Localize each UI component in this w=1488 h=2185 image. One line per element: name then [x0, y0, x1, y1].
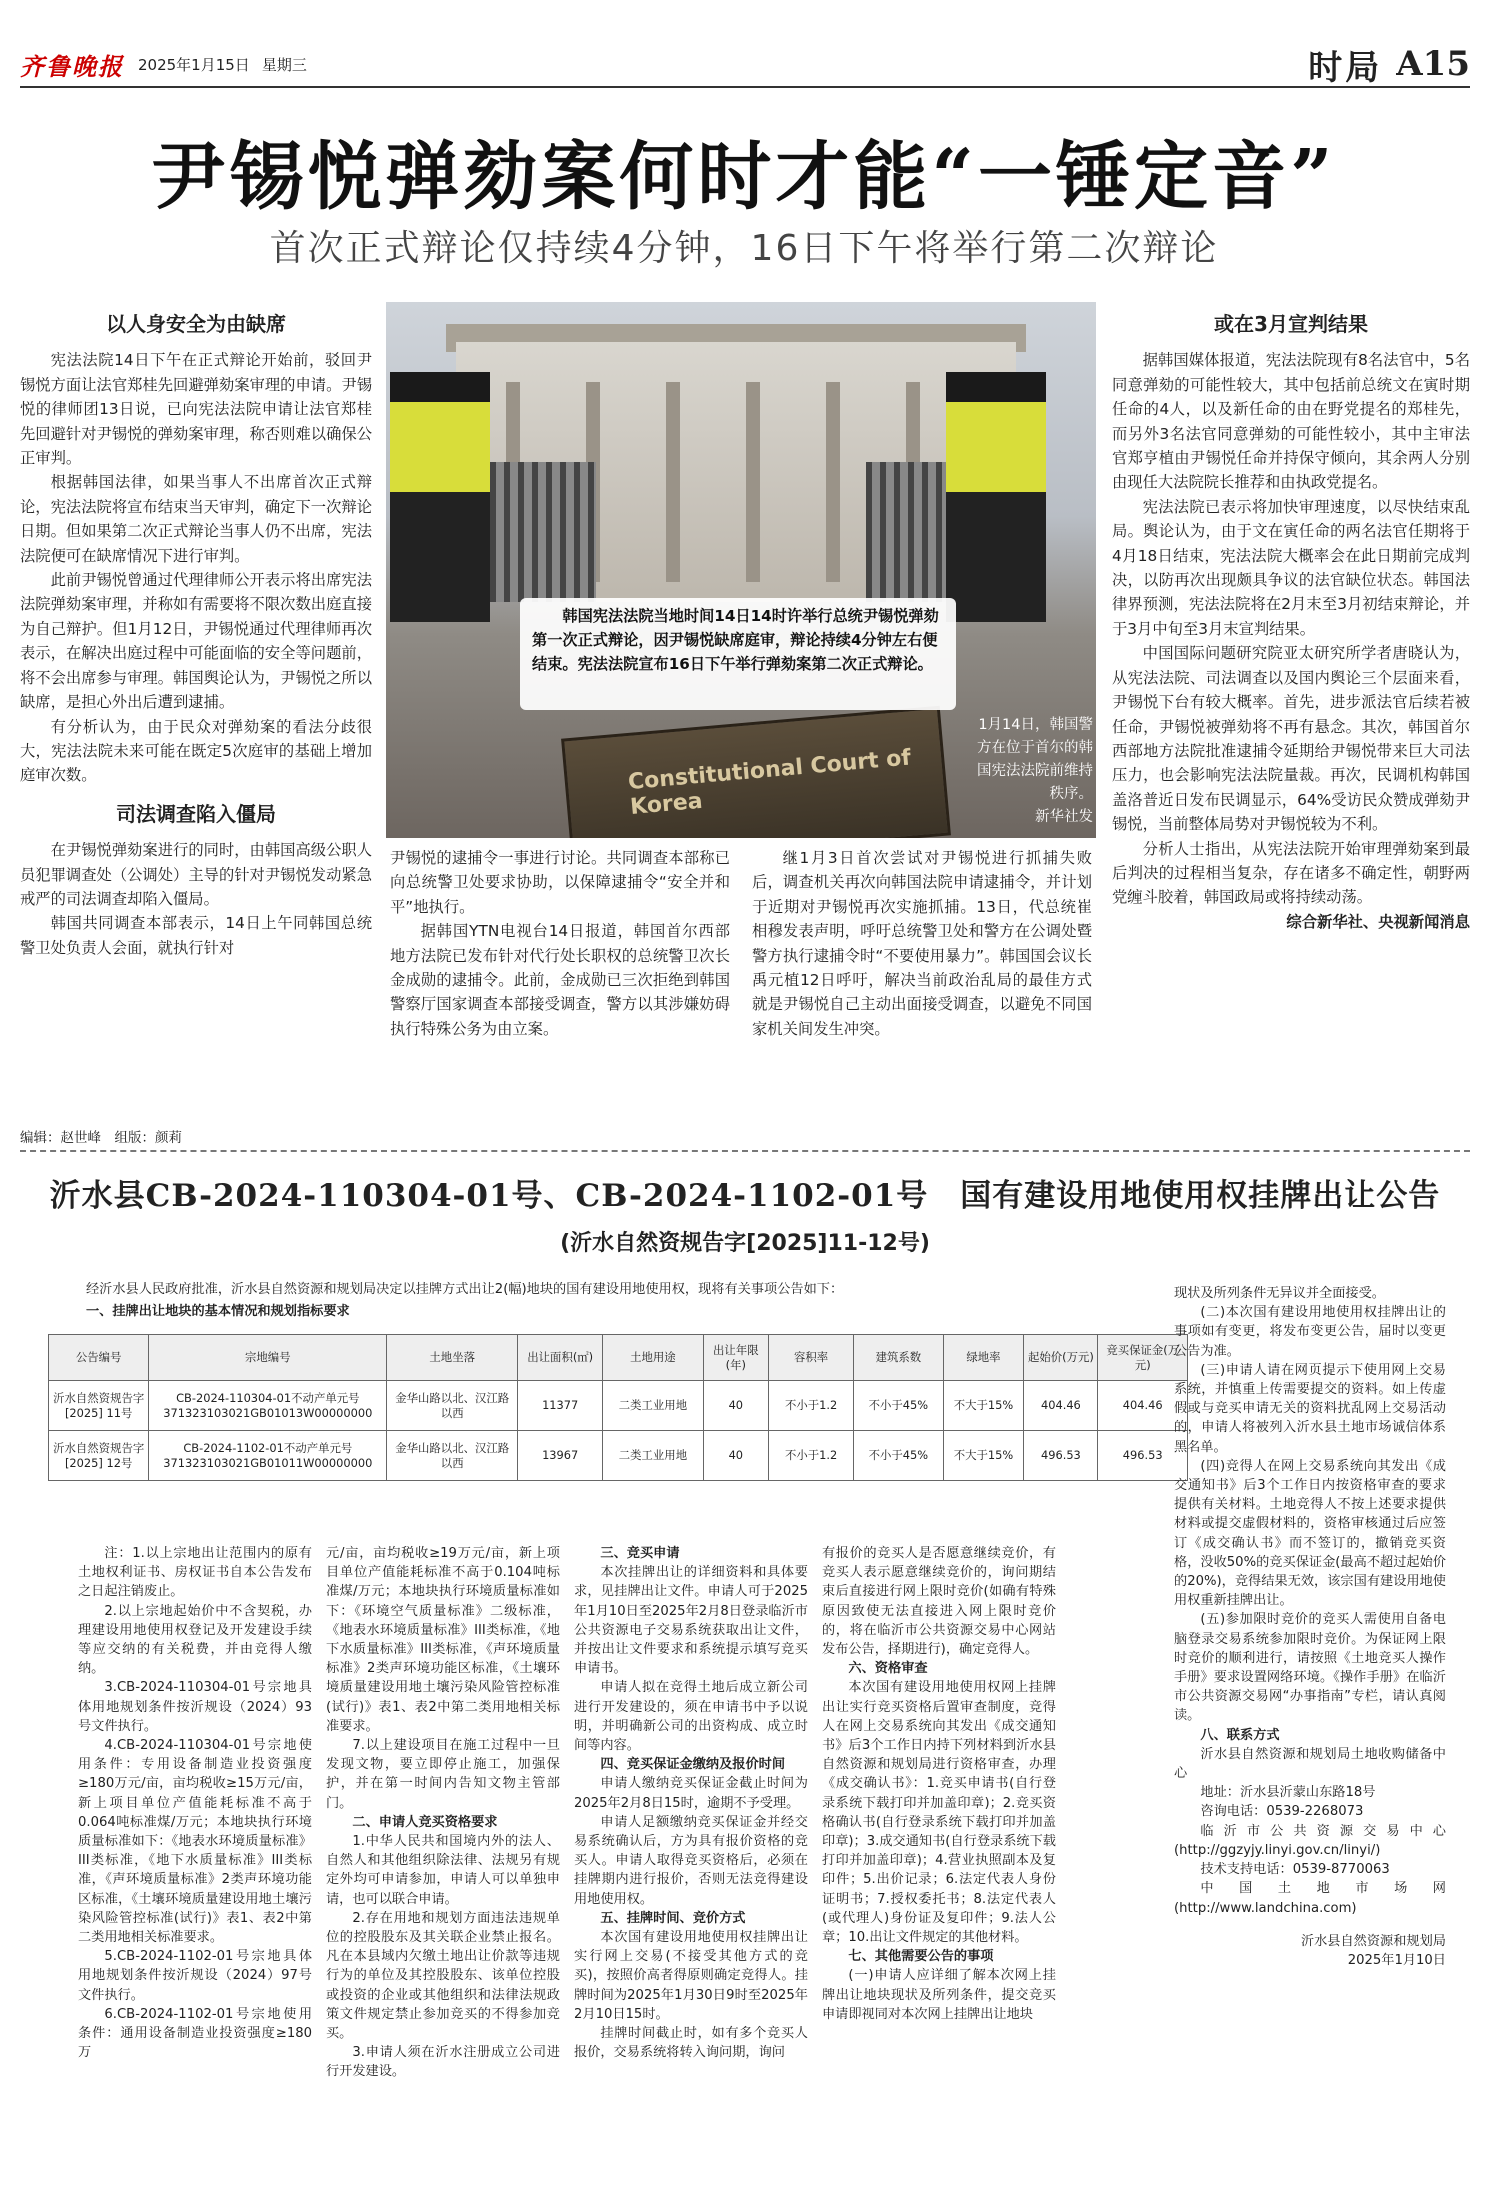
- notice-paragraph: 申请人拟在竞得土地后成立新公司进行开发建设的，须在申请书中予以说明，并明确新公司的出资构成、成立时间等内容。: [574, 1680, 808, 1754]
- notice-signature: 沂水县自然资源和规划局: [1300, 1933, 1446, 1949]
- paragraph: 宪法法院已表示将加快审理速度，以尽快结束乱局。舆论认为，由于文在寅任命的两名法官任期将于4月18日结束，宪法法院大概率会在此日期前完成判决，以防再次出现颇具争议的法官缺位状态。韩国法律界预测，宪法法院将在2月末至3月初结束辩论，并于3月中旬至3月末宣判结果。: [1112, 497, 1470, 638]
- table-cell: 金华山路以北、汉江路以西: [387, 1431, 518, 1481]
- photo-pillar: [746, 382, 760, 582]
- article-column-3: [752, 846, 1092, 1116]
- notice-intro: 经沂水县人民政府批准，沂水县自然资源和规划局决定以挂牌方式出让2(幅)地块的国有建设用地使用权，现将有关事项公告如下：: [86, 1282, 844, 1297]
- table-cell: 不大于15%: [943, 1431, 1024, 1481]
- photo-caption-text: 1月14日，韩国警方在位于首尔的韩国宪法法院前维持秩序。: [977, 717, 1093, 802]
- notice-paragraph: 申请人足额缴纳竞买保证金并经交易系统确认后，方为具有报价资格的竞买人。申请人取得竞买资格后，必须在挂牌期内进行报价，否则无法竞得建设用地使用权。: [574, 1814, 808, 1907]
- table-cell: 不小于1.2: [769, 1431, 854, 1481]
- table-cell: 不小于45%: [854, 1381, 943, 1431]
- photo-caption-side: [965, 714, 1093, 829]
- notice-subheading: 五、挂牌时间、竞价方式: [600, 1910, 746, 1926]
- contact-line: 中国土地市场网(http://www.landchina.com): [1174, 1881, 1446, 1916]
- notice-column-3: [574, 1544, 808, 2172]
- article-subheadline: 首次正式辩论仅持续4分钟，16日下午将举行第二次辩论: [269, 228, 1219, 269]
- paragraph: 在尹锡悦弹劾案进行的同时，由韩国高级公职人员犯罪调查处（公调处）主导的针对尹锡悦发动紧急戒严的司法调查却陷入僵局。: [20, 841, 372, 908]
- notice-paragraph: 有报价的竞买人是否愿意继续竞价，有竞买人表示愿意继续竞价的，询问期结束后直接进行网上限时竞价(如确有特殊原因致使无法直接进入网上限时竞价的，将在临沂市公共资源交易中心网站发布公告，择期进行)，确定竞得人。: [822, 1546, 1056, 1658]
- notice-paragraph: (三)申请人请在网页提示下使用网上交易系统，并慎重上传需要提交的资料。如上传虚假或与竞买申请无关的资料扰乱网上交易活动的，申请人将被列入沂水县土地市场诚信体系黑名单。: [1174, 1362, 1446, 1455]
- notice-column-4: [822, 1544, 1056, 2172]
- contact-line: 技术支持电话：0539-8770063: [1200, 1862, 1390, 1878]
- notice-paragraph: 2.存在用地和规划方面违法违规单位的控股股东及其关联企业禁止报名。凡在本县域内欠缴土地出让价款等违规行为的单位及其控股股东、该单位控股或投资的企业或其他组织和法律法规政策文件规定禁止参加竞买的不得参加竞买。: [326, 1910, 560, 2042]
- section-name: 时局: [1308, 47, 1383, 88]
- contact-line: 地址：沂水县沂蒙山东路18号: [1200, 1785, 1376, 1801]
- table-row: [49, 1381, 1188, 1431]
- photo-caption-main: 韩国宪法法院当地时间14日14时许举行总统尹锡悦弹劾第一次正式辩论，因尹锡悦缺席庭审，辩论持续4分钟左右便结束。宪法法院宣布16日下午举行弹劾案第二次正式辩论。: [520, 598, 956, 710]
- table-header: 容积率: [769, 1335, 854, 1381]
- table-header: 绿地率: [943, 1335, 1024, 1381]
- paragraph: 分析人士指出，从宪法法院开始审理弹劾案到最后判决的过程相当复杂，存在诸多不确定性，朝野两党缠斗胶着，韩国政局或将持续动荡。: [1112, 839, 1470, 907]
- notice-paragraph: (五)参加限时竞价的竞买人需使用自备电脑登录交易系统参加限时竞价。为保证网上限时竞价的顺利进行，请按照《土地竞买人操作手册》要求设置网络环境。《操作手册》在临沂市公共资源交易网“办事指南”专栏，请认真阅读。: [1174, 1612, 1446, 1724]
- notice-column-2: [326, 1544, 560, 2172]
- paragraph: 据韩国YTN电视台14日报道，韩国首尔西部地方法院已发布针对代行处长职权的总统警卫次长金成勋的逮捕令。此前，金成勋已三次拒绝到韩国警察厅国家调查本部接受调查，警方以其涉嫌妨碍执行特殊公务为由立案。: [390, 922, 730, 1038]
- article-column-2: [390, 846, 730, 1116]
- notice-paragraph: 本次挂牌出让的详细资料和具体要求，见挂牌出让文件。申请人可于2025年1月10日至2025年2月8日登录临沂市公共资源电子交易系统获取出让文件，并按出让文件要求和系统提示填写竞买申请书。: [574, 1565, 808, 1677]
- table-cell: 11377: [518, 1381, 603, 1431]
- notice-subheading: 八、联系方式: [1200, 1727, 1280, 1743]
- notice-column-1: [78, 1544, 312, 2172]
- notice-paragraph: 挂牌时间截止时，如有多个竞买人报价，交易系统将转入询问期，询问: [574, 2026, 808, 2061]
- table-header: 宗地编号: [149, 1335, 387, 1381]
- paragraph: 韩国共同调查本部表示，14日上午同韩国总统警卫处负责人会面，就执行针对: [20, 914, 372, 957]
- notice-doc-number: (沂水自然资规告字[2025]11-12号): [560, 1231, 930, 1256]
- table-header: 土地坐落: [387, 1335, 518, 1381]
- table-cell: 不小于1.2: [769, 1381, 854, 1431]
- notice-paragraph: 6.CB-2024-1102-01号宗地使用条件：通用设备制造业投资强度≥180万: [78, 2006, 312, 2061]
- table-cell: 496.53: [1024, 1431, 1098, 1481]
- notice-paragraph: 7.以上建设项目在施工过程中一旦发现文物，要立即停止施工，加强保护，并在第一时间内告知文物主管部门。: [326, 1738, 560, 1811]
- table-cell: 不大于15%: [943, 1381, 1024, 1431]
- section-heading: 司法调查陷入僵局: [116, 801, 276, 826]
- issue-weekday: 星期三: [261, 55, 307, 74]
- land-notice: [20, 1160, 1470, 2180]
- article-column-4: [1112, 306, 1470, 1116]
- notice-column-5: [1174, 1284, 1446, 2172]
- notice-paragraph: 元/亩，亩均税收≥19万元/亩，新上项目单位产值能耗标准不高于0.104吨标准煤/万元；本地块执行环境质量标准如下：《环境空气质量标准》二级标准，《地表水环境质量标准》III类标准，《地下水质量标准》III类标准，《声环境质量标准》2类声环境功能区标准，《土壤环境质量建设用地土壤污染风险管控标准(试行)》表1、表2中第二类用地相关标准要求。: [326, 1546, 560, 1734]
- contact-line: 咨询电话：0539-2268073: [1200, 1804, 1364, 1820]
- notice-paragraph: 申请人缴纳竞买保证金截止时间为2025年2月8日15时，逾期不予受理。: [574, 1776, 808, 1811]
- paragraph: 宪法法院14日下午在正式辩论开始前，驳回尹锡悦方面让法官郑桂先回避弹劾案审理的申请。尹锡悦的律师团13日说，已向宪法法院申请让法官郑桂先回避针对尹锡悦的弹劾案审理，称否则难以确保公正审判。: [20, 351, 372, 468]
- notice-paragraph: 2.以上宗地起始价中不含契税，办理建设用地使用权登记及开发建设手续等应交纳的有关税费，并由竞得人缴纳。: [78, 1603, 312, 1677]
- photo-barricade: [476, 462, 596, 602]
- section-divider: [20, 1150, 1470, 1152]
- notice-paragraph: 现状及所列条件无异议并全面接受。: [1174, 1286, 1385, 1301]
- table-cell: 二类工业用地: [603, 1381, 703, 1431]
- notice-paragraph: (四)竞得人在网上交易系统向其发出《成交通知书》后3个工作日内按资格审查的要求提供有关材料。土地竞得人不按上述要求提供材料或提交虚假材料的，资格审核通过后应签订《成交确认书》而不签订的，撤销竞买资格，没收50%的竞买保证金(最高不超过起始价的20%)，竞得结果无效，该宗国有建设用地使用权重新挂牌出让。: [1174, 1458, 1446, 1609]
- table-header: 出让年限(年): [703, 1335, 768, 1381]
- land-parcel-table: [48, 1334, 1188, 1481]
- paragraph: 尹锡悦的逮捕令一事进行讨论。共同调查本部称已向总统警卫处要求协助，以保障逮捕令“安全并和平”地执行。: [390, 849, 730, 916]
- notice-paragraph: 1.中华人民共和国境内外的法人、自然人和其他组织除法律、法规另有规定外均可申请参加，申请人可以单独申请，也可以联合申请。: [326, 1834, 560, 1907]
- masthead: [20, 42, 1470, 88]
- photo-pillar: [666, 382, 680, 582]
- notice-title: 沂水县CB-2024-110304-01号、CB-2024-1102-01号 国有建设用地使用权挂牌出让公告: [49, 1178, 1441, 1214]
- table-cell: 496.53: [1098, 1431, 1188, 1481]
- table-header: 公告编号: [49, 1335, 149, 1381]
- photo-court-plaque: [561, 706, 951, 838]
- table-cell: 不小于45%: [854, 1431, 943, 1481]
- newspaper-logo: 齐鲁晚报: [20, 51, 124, 81]
- table-header-row: [49, 1335, 1188, 1381]
- table-cell: 沂水自然资规告字[2025] 12号: [49, 1431, 149, 1481]
- contact-line: 临沂市公共资源交易中心(http://ggzyjy.linyi.gov.cn/linyi/): [1174, 1823, 1446, 1858]
- notice-paragraph: 注：1.以上宗地出让范围内的原有土地权利证书、房权证书自本公告发布之日起注销废止。: [78, 1546, 312, 1600]
- notice-subheading: 六、资格审查: [848, 1661, 928, 1677]
- paragraph: 根据韩国法律，如果当事人不出席首次正式辩论，宪法法院将宣布结束当天审判，确定下一次辩论日期。但如果第二次正式辩论当事人仍不出席，宪法法院便可在缺席情况下进行审判。: [20, 473, 372, 565]
- table-cell: 40: [703, 1431, 768, 1481]
- issue-date: 2025年1月15日: [138, 55, 250, 74]
- table-cell: 404.46: [1098, 1381, 1188, 1431]
- notice-paragraph: 5.CB-2024-1102-01号宗地具体用地规划条件按沂规设（2024）97号文件执行。: [78, 1949, 312, 2003]
- table-cell: CB-2024-110304-01不动产单元号371323103021GB01013W00000000: [149, 1381, 387, 1431]
- notice-subheading: 四、竞买保证金缴纳及报价时间: [600, 1757, 786, 1773]
- table-header: 起始价(万元): [1024, 1335, 1098, 1381]
- section-heading: 以人身安全为由缺席: [106, 312, 286, 336]
- table-cell: CB-2024-1102-01不动产单元号371323103021GB01011W00000000: [149, 1431, 387, 1481]
- photo-pillar: [826, 382, 840, 582]
- contact-line: 沂水县自然资源和规划局土地收购储备中心: [1174, 1746, 1446, 1782]
- paragraph: 继1月3日首次尝试对尹锡悦进行抓捕失败后，调查机关再次向韩国法院申请逮捕令，并计划于近期对尹锡悦再次实施抓捕。13日，代总统崔相穆发表声明，呼吁总统警卫处和警方在公调处暨警方执行逮捕令时“不要使用暴力”。韩国国会议长禹元植12日呼吁，解决当前政治乱局的最佳方式就是尹锡悦自己主动出面接受调查，以避免不同国家机关间发生冲突。: [752, 849, 1092, 1038]
- table-header: 土地用途: [603, 1335, 703, 1381]
- article-source: 综合新华社、央视新闻消息: [1286, 912, 1470, 931]
- notice-paragraph: (一)申请人应详细了解本次网上挂牌出让地块现状及所列条件，提交竞买申请即视同对本次网上挂牌出让地块: [822, 1968, 1056, 2022]
- table-header: 建筑系数: [854, 1335, 943, 1381]
- paragraph: 据韩国媒体报道，宪法法院现有8名法官中，5名同意弹劾的可能性较大，其中包括前总统文在寅时期任命的4人，以及新任命的由在野党提名的郑桂先，而另外3名法官同意弹劾的可能性较小，其中主审法官郑亨植由尹锡悦任命并持保守倾向，其余两人分别由现任大法院院长推荐和由执政党提名。: [1112, 351, 1470, 492]
- photo-credit: 新华社发: [1035, 809, 1093, 825]
- photo-police-officer: [390, 372, 490, 622]
- table-header: 竞买保证金(万元): [1098, 1335, 1188, 1381]
- table-cell: 13967: [518, 1431, 603, 1481]
- table-header: 出让面积(㎡): [518, 1335, 603, 1381]
- editor-credit: 编辑：赵世峰 组版：颜莉: [20, 1130, 182, 1146]
- paragraph: 有分析认为，由于民众对弹劾案的看法分歧很大，宪法法院未来可能在既定5次庭审的基础上增加庭审次数。: [20, 717, 372, 785]
- notice-paragraph: 4.CB-2024-110304-01号宗地使用条件：专用设备制造业投资强度≥180万元/亩，亩均税收≥15万元/亩，新上项目单位产值能耗标准不高于0.064吨标准煤/万元；本地块执行环境质量标准如下：《地表水环境质量标准》III类标准，《地下水质量标准》III类标准，《声环境质量标准》2类声环境功能区标准，《土壤环境质量建设用地土壤污染风险管控标准(试行)》表1、表2中第二类用地相关标准要求。: [78, 1738, 312, 1946]
- table-cell: 404.46: [1024, 1381, 1098, 1431]
- table-cell: 二类工业用地: [603, 1431, 703, 1481]
- notice-paragraph: 本次国有建设用地使用权网上挂牌出让实行竞买资格后置审查制度，竞得人在网上交易系统向其发出《成交通知书》后3个工作日内持下列材料到沂水县自然资源和规划局进行资格审查，办理《成交确认书》：1.竞买申请书(自行登录系统下载打印并加盖印章)；2.竞买资格确认书(自行登录系统下载打印并加盖印章)；3.成交通知书(自行登录系统下载打印并加盖印章)；4.营业执照副本及复印件；5.出价记录；6.法定代表人身份证明书；7.授权委托书；8.法定代表人(或代理人)身份证及复印件；9.法人公章；10.出让文件规定的其他材料。: [822, 1680, 1056, 1946]
- notice-section-heading: 一、挂牌出让地块的基本情况和规划指标要求: [86, 1304, 350, 1319]
- plaque-text: Constitutional Court of Korea: [627, 745, 912, 820]
- notice-paragraph: 3.申请人须在沂水注册成立公司进行开发建设。: [326, 2045, 560, 2080]
- paragraph: 中国国际问题研究院亚太研究所学者唐晓认为，从宪法法院、司法调查以及国内舆论三个层面来看，尹锡悦下台有较大概率。首先，进步派法官后续若被任命，尹锡悦被弹劾将不再有悬念。其次，韩国首尔西部地方法院批准逮捕令延期给尹锡悦带来巨大司法压力，也会影响宪法法院量裁。再次，民调机构韩国盖洛普近日发布民调显示，64%受访民众赞成弹劾尹锡悦，当前整体局势对尹锡悦较为不利。: [1112, 644, 1470, 834]
- article-headline: 尹锡悦弹劾案何时才能“一锤定音”: [151, 134, 1337, 220]
- photo-police-officer: [946, 372, 1046, 622]
- notice-paragraph: (二)本次国有建设用地使用权挂牌出让的事项如有变更，将发布变更公告，届时以变更公告为准。: [1174, 1305, 1446, 1359]
- article-column-1: [20, 306, 372, 1116]
- notice-subheading: 三、竞买申请: [600, 1546, 680, 1561]
- notice-subheading: 七、其他需要公告的事项: [848, 1949, 994, 1965]
- table-cell: 40: [703, 1381, 768, 1431]
- notice-subheading: 二、申请人竞买资格要求: [352, 1814, 498, 1830]
- notice-paragraph: 本次国有建设用地使用权挂牌出让实行网上交易(不接受其他方式的竞买)，按照价高者得原则确定竞得人。挂牌时间为2025年1月30日9时至2025年2月10日15时。: [574, 1930, 808, 2022]
- notice-date: 2025年1月10日: [1347, 1952, 1446, 1968]
- paragraph: 此前尹锡悦曾通过代理律师公开表示将出席宪法法院弹劾案审理，并称如有需要将不限次数出庭直接为自己辩护。但1月12日，尹锡悦通过代理律师再次表示，在解决出庭过程中可能面临的安全等问题前，将不会出席参与审理。韩国舆论认为，尹锡悦之所以缺席，是担心外出后遭到逮捕。: [20, 571, 372, 712]
- page-number: A15: [1396, 44, 1470, 84]
- section-heading: 或在3月宣判结果: [1214, 312, 1368, 336]
- notice-paragraph: 3.CB-2024-110304-01号宗地具体用地规划条件按沂规设（2024）93号文件执行。: [78, 1680, 312, 1734]
- table-cell: 沂水自然资规告字[2025] 11号: [49, 1381, 149, 1431]
- table-cell: 金华山路以北、汉江路以西: [387, 1381, 518, 1431]
- table-row: [49, 1431, 1188, 1481]
